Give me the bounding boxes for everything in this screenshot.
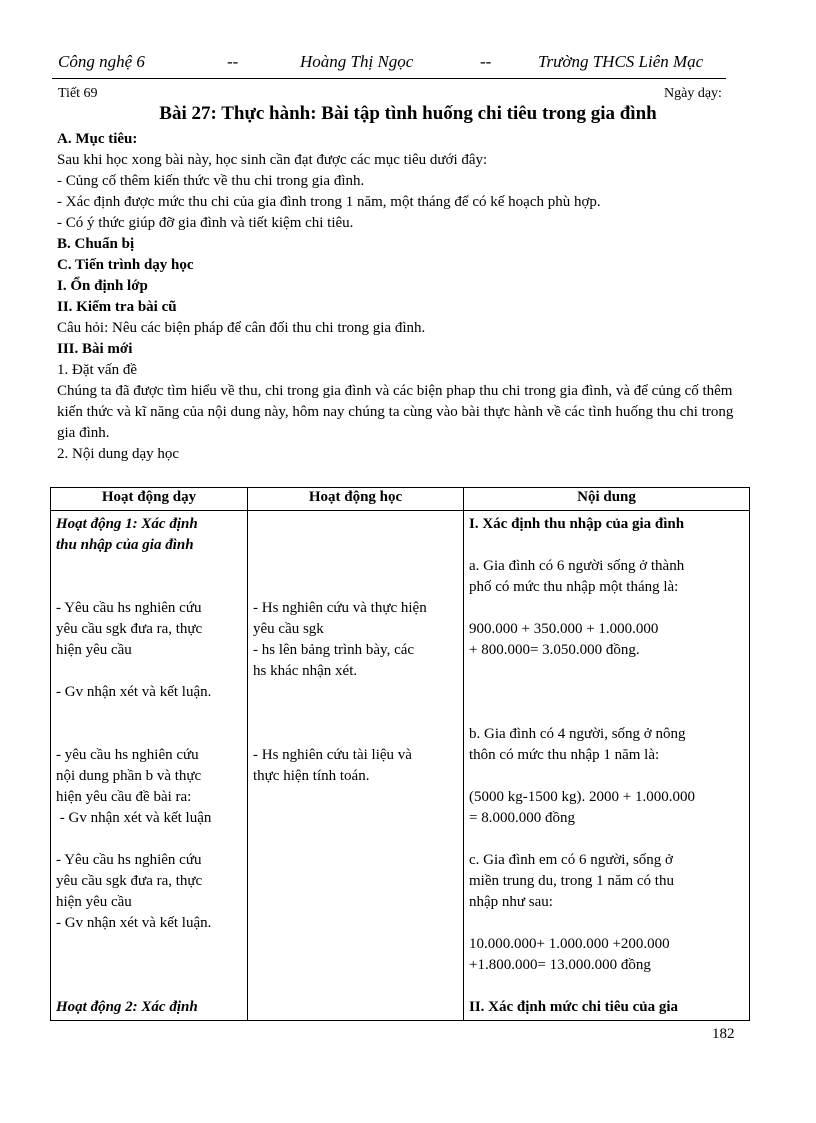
activity-heading: Hoạt động 2: Xác định xyxy=(56,999,198,1015)
cell-text: thực hiện tính toán. xyxy=(253,768,370,784)
cell-text: phố có mức thu nhập một tháng là: xyxy=(469,579,679,595)
cell-text: hiện yêu cầu đề bài ra: xyxy=(56,789,192,805)
paragraph: Câu hỏi: Nêu các biện pháp để cân đối thu chi trong gia đình. xyxy=(57,320,426,336)
subsection-heading: I. Ổn định lớp xyxy=(57,278,148,294)
header-separator: -- xyxy=(480,52,492,71)
calculation: 900.000 + 350.000 + 1.000.000 xyxy=(469,621,659,637)
cell-text: - Hs nghiên cứu và thực hiện xyxy=(253,600,427,616)
section-heading: A. Mục tiêu: xyxy=(57,131,138,147)
cell-text: - Gv nhận xét và kết luận xyxy=(56,810,212,826)
page-title: Bài 27: Thực hành: Bài tập tình huống chi tiêu trong gia đình xyxy=(159,103,657,124)
column-header: Nội dung xyxy=(464,488,750,511)
calculation: +1.800.000= 13.000.000 đồng xyxy=(469,957,651,973)
cell-text: yêu cầu sgk xyxy=(253,621,324,637)
calculation: = 8.000.000 đồng xyxy=(469,810,575,826)
list-item: - Xác định được mức thu chi của gia đình trong 1 năm, một tháng để có kế hoạch phù hợp. xyxy=(57,194,601,210)
cell-text: b. Gia đình có 4 người, sống ở nông xyxy=(469,726,686,742)
subsection-heading: II. Kiểm tra bài cũ xyxy=(57,299,177,315)
column-header: Hoạt động học xyxy=(248,488,464,511)
cell-text: - Yêu cầu hs nghiên cứu xyxy=(56,852,202,868)
cell-text: hiện yêu cầu xyxy=(56,642,132,658)
activity-heading: thu nhập của gia đình xyxy=(56,537,194,553)
calculation: + 800.000= 3.050.000 đồng. xyxy=(469,642,640,658)
header-teacher: Hoàng Thị Ngọc xyxy=(300,52,414,71)
calculation: 10.000.000+ 1.000.000 +200.000 xyxy=(469,936,670,952)
cell-text: yêu cầu sgk đưa ra, thực xyxy=(56,621,203,637)
content-heading: I. Xác định thu nhập của gia đình xyxy=(469,516,685,532)
table-row xyxy=(51,511,750,1021)
cell-text: nhập như sau: xyxy=(469,894,553,910)
cell-text: - Hs nghiên cứu tài liệu và xyxy=(253,747,412,763)
learning-activities-cell xyxy=(248,511,464,1021)
table-header-row xyxy=(51,488,750,511)
calculation: (5000 kg-1500 kg). 2000 + 1.000.000 xyxy=(469,789,695,805)
column-header: Hoạt động dạy xyxy=(51,488,248,511)
page-header xyxy=(52,50,726,79)
cell-text: - Gv nhận xét và kết luận. xyxy=(56,915,212,931)
cell-text: a. Gia đình có 6 người sống ở thành xyxy=(469,558,685,574)
cell-text: hs khác nhận xét. xyxy=(253,663,358,679)
header-separator: -- xyxy=(227,52,239,71)
paragraph: Chúng ta đã được tìm hiểu về thu, chi trong gia đình và các biện phap thu chi trong gia đình, và để củng cố thêm kiến thức và kĩ năng của nội dung này, hôm nay chúng ta cùng vào bài thực hành về các tình huống thu chi trong gia đình. xyxy=(57,383,734,441)
cell-text: - yêu cầu hs nghiên cứu xyxy=(56,747,199,763)
section-heading: B. Chuẩn bị xyxy=(57,236,135,252)
list-item: - Có ý thức giúp đỡ gia đình và tiết kiệm chi tiêu. xyxy=(57,215,354,231)
content-heading: II. Xác định mức chi tiêu của gia xyxy=(469,999,679,1015)
list-item: - Củng cố thêm kiến thức về thu chi trong gia đình. xyxy=(57,173,365,189)
paragraph: 1. Đặt vấn đề xyxy=(57,362,137,378)
cell-text: - hs lên bảng trình bày, các xyxy=(253,642,415,658)
lesson-number: Tiết 69 xyxy=(58,86,98,101)
header-school: Trường THCS Liên Mạc xyxy=(538,52,704,71)
cell-text: hiện yêu cầu xyxy=(56,894,132,910)
paragraph: Sau khi học xong bài này, học sinh cần đạt được các mục tiêu dưới đây: xyxy=(57,152,488,168)
content-cell xyxy=(464,511,750,1021)
cell-text: - Gv nhận xét và kết luận. xyxy=(56,684,212,700)
section-heading: C. Tiến trình dạy học xyxy=(57,257,194,273)
header-subject: Công nghệ 6 xyxy=(58,52,145,71)
cell-text: yêu cầu sgk đưa ra, thực xyxy=(56,873,203,889)
teaching-activities-cell xyxy=(51,511,248,1021)
cell-text: nội dung phần b và thực xyxy=(56,768,202,784)
date-label: Ngày dạy: xyxy=(664,86,722,101)
cell-text: thôn có mức thu nhập 1 năm là: xyxy=(469,747,660,763)
activity-heading: Hoạt động 1: Xác định xyxy=(56,516,198,532)
lesson-body xyxy=(57,129,757,465)
subsection-heading: III. Bài mới xyxy=(57,341,133,357)
cell-text: - Yêu cầu hs nghiên cứu xyxy=(56,600,202,616)
cell-text: miền trung du, trong 1 năm có thu xyxy=(469,873,674,889)
cell-text: c. Gia đình em có 6 người, sống ở xyxy=(469,852,673,868)
lesson-table xyxy=(50,487,750,1021)
page-number: 182 xyxy=(712,1026,735,1042)
paragraph: 2. Nội dung dạy học xyxy=(57,446,180,462)
